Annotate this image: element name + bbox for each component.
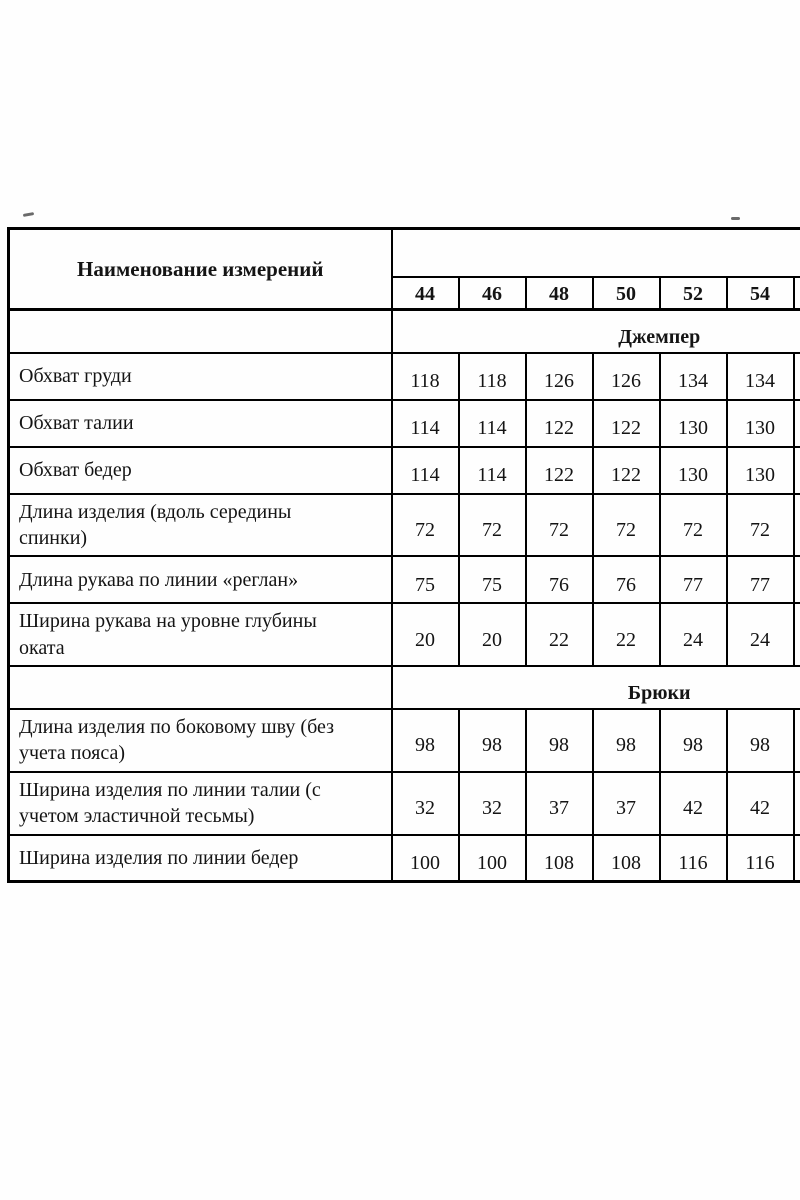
size-header-54: 54 xyxy=(727,277,794,310)
size-chart-table xyxy=(7,227,800,883)
measurement-value: 42 xyxy=(660,772,727,835)
measurement-row xyxy=(9,400,800,447)
measurement-label: Длина изделия по боковому шву (без учета пояса) xyxy=(9,709,392,772)
measurement-value: 75 xyxy=(459,556,526,603)
measurement-value: 32 xyxy=(459,772,526,835)
measurement-value: 77 xyxy=(660,556,727,603)
scan-artifact-mark-right xyxy=(731,217,740,220)
measurement-label: Ширина изделия по линии талии (с учетом эластичной тесьмы) xyxy=(9,772,392,835)
measurement-value-clipped xyxy=(794,400,800,447)
size-header-46: 46 xyxy=(459,277,526,310)
measurement-value: 116 xyxy=(727,835,794,882)
measurement-value: 76 xyxy=(593,556,660,603)
measurement-value-clipped xyxy=(794,835,800,882)
measurement-row xyxy=(9,494,800,557)
measurement-value: 72 xyxy=(392,494,459,557)
measurement-value: 77 xyxy=(727,556,794,603)
section-row-0 xyxy=(9,310,800,353)
measurement-value: 24 xyxy=(727,603,794,666)
measurement-value: 100 xyxy=(392,835,459,882)
section-blank-cell xyxy=(9,666,392,709)
size-header-48: 48 xyxy=(526,277,593,310)
measurements-column-header: Наименование измерений xyxy=(9,229,392,310)
measurement-label: Ширина изделия по линии бедер xyxy=(9,835,392,882)
measurement-value: 114 xyxy=(392,400,459,447)
measurement-value: 130 xyxy=(727,400,794,447)
measurement-label: Обхват груди xyxy=(9,353,392,400)
measurement-value: 130 xyxy=(727,447,794,494)
measurement-value: 100 xyxy=(459,835,526,882)
measurement-value-clipped xyxy=(794,772,800,835)
measurement-value: 116 xyxy=(660,835,727,882)
measurement-value: 114 xyxy=(392,447,459,494)
measurement-value-clipped xyxy=(794,603,800,666)
size-header-50: 50 xyxy=(593,277,660,310)
scan-artifact-mark-left xyxy=(23,212,34,217)
measurement-label: Длина изделия (вдоль середины спинки) xyxy=(9,494,392,557)
measurement-value-clipped xyxy=(794,556,800,603)
measurement-value: 24 xyxy=(660,603,727,666)
size-header-44: 44 xyxy=(392,277,459,310)
size-header-clipped-1 xyxy=(794,277,800,310)
measurement-value: 72 xyxy=(593,494,660,557)
measurement-row xyxy=(9,556,800,603)
measurement-value: 130 xyxy=(660,447,727,494)
measurement-value: 126 xyxy=(526,353,593,400)
measurement-value: 108 xyxy=(526,835,593,882)
measurement-value: 122 xyxy=(526,400,593,447)
measurement-value: 22 xyxy=(593,603,660,666)
measurement-value: 126 xyxy=(593,353,660,400)
measurement-label: Обхват бедер xyxy=(9,447,392,494)
measurement-value: 42 xyxy=(727,772,794,835)
measurement-value: 75 xyxy=(392,556,459,603)
measurement-value: 98 xyxy=(593,709,660,772)
measurement-value: 37 xyxy=(593,772,660,835)
measurement-value: 134 xyxy=(727,353,794,400)
measurement-row xyxy=(9,709,800,772)
measurement-value: 122 xyxy=(593,400,660,447)
measurement-value: 98 xyxy=(727,709,794,772)
measurement-value: 98 xyxy=(459,709,526,772)
measurement-value: 22 xyxy=(526,603,593,666)
measurement-row xyxy=(9,353,800,400)
section-title: Брюки xyxy=(392,666,800,709)
measurement-row xyxy=(9,772,800,835)
measurement-value: 20 xyxy=(459,603,526,666)
measurement-value: 122 xyxy=(526,447,593,494)
measurement-value: 114 xyxy=(459,447,526,494)
sizes-group-cell xyxy=(392,229,800,277)
measurement-label: Обхват талии xyxy=(9,400,392,447)
section-blank-cell xyxy=(9,310,392,353)
measurement-row xyxy=(9,835,800,882)
section-row-1 xyxy=(9,666,800,709)
measurement-value: 118 xyxy=(392,353,459,400)
measurement-row xyxy=(9,603,800,666)
measurement-value-clipped xyxy=(794,447,800,494)
measurement-row xyxy=(9,447,800,494)
measurement-value: 72 xyxy=(727,494,794,557)
measurement-value: 76 xyxy=(526,556,593,603)
measurement-value-clipped xyxy=(794,709,800,772)
measurement-value-clipped xyxy=(794,353,800,400)
measurement-label: Длина рукава по линии «реглан» xyxy=(9,556,392,603)
size-header-52: 52 xyxy=(660,277,727,310)
measurement-value: 72 xyxy=(660,494,727,557)
measurement-value: 130 xyxy=(660,400,727,447)
measurement-value: 32 xyxy=(392,772,459,835)
measurement-value: 122 xyxy=(593,447,660,494)
header-row-top xyxy=(9,229,800,277)
measurement-value: 72 xyxy=(526,494,593,557)
measurement-value: 98 xyxy=(392,709,459,772)
measurement-value: 72 xyxy=(459,494,526,557)
measurement-value: 114 xyxy=(459,400,526,447)
measurement-value: 37 xyxy=(526,772,593,835)
section-title: Джемпер xyxy=(392,310,800,353)
measurement-value: 20 xyxy=(392,603,459,666)
measurement-value: 98 xyxy=(660,709,727,772)
measurement-value: 98 xyxy=(526,709,593,772)
measurement-value: 118 xyxy=(459,353,526,400)
table-body xyxy=(9,310,800,882)
measurement-value-clipped xyxy=(794,494,800,557)
measurement-value: 108 xyxy=(593,835,660,882)
measurement-label: Ширина рукава на уровне глубины оката xyxy=(9,603,392,666)
measurement-value: 134 xyxy=(660,353,727,400)
